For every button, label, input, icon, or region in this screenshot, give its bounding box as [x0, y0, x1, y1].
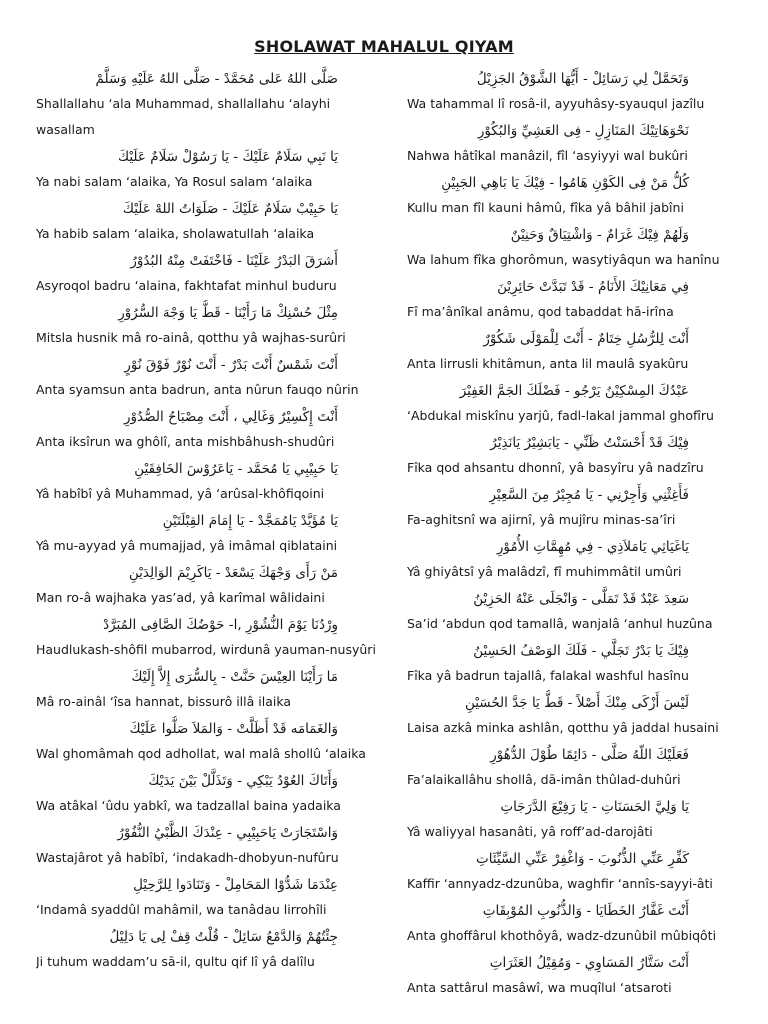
arabic-verse-line: فَأَغِثْنِي وَأَجِرْنِي - يَا مُجِيْرُ مِنَ السَّعِيْرِ: [489, 487, 689, 503]
arabic-verse-line: أَنْتَ لِلرُّسُلِ خِتَامٌ - أَنْتَ لِلْمَوْلَى شَكُوْرٌ: [483, 331, 689, 347]
arabic-verse-line: فِيْكَ قَدْ أَحْسَنْتُ ظَنِّي - يَابَشِيْرُ يَانَذِيْرُ: [490, 435, 689, 451]
latin-transliteration-line: Mâ ro-ainâl ‘îsa hannat, bissurô illâ ilaika: [36, 694, 292, 709]
arabic-verse-line: سَعِدَ عَبْدٌ قَدْ تَمَلَّى - وَانْجَلَى عَنْهُ الحَزِيْنُ: [473, 591, 689, 607]
latin-transliteration-line: Yâ waliyyal hasanâti, yâ roffʼad-darojâti: [407, 824, 653, 839]
latin-transliteration-line: Anta lirrusli khitâmun, anta lil maulâ syakûru: [407, 356, 689, 371]
arabic-verse-line: أَنْتَ شَمْسٌ أَنْتَ بَدْرٌ - أَنْتَ نُوْرٌ فَوْقَ نُوْرٍ: [124, 357, 338, 373]
latin-transliteration-line: Haudlukash-shôfil mubarrod, wirdunâ yauman-nusyûri: [36, 642, 376, 657]
arabic-verse-line: عَبْدُكَ المِسْكِيْنُ يَرْجُو - فَضْلَكَ الجَمَّ الغَفِيْرَ: [459, 383, 689, 399]
latin-transliteration-line: Anta iksîrun wa ghôlî, anta mishbâhush-shudûri: [36, 434, 335, 449]
latin-transliteration-line: Fî ma’ânîkal anâmu, qod tabaddat hā-irîna: [407, 304, 674, 319]
arabic-verse-line: كَفِّرِ عَنِّي الذُّنُوبَ - وَاغْفِرْ عَنِّي السَّيِّئَاتِ: [476, 851, 689, 867]
arabic-verse-line: وَأَتَاكَ العُوْدُ يَبْكِي - وَتَذَلَّلْ بَيْنَ يَدَيْكَ: [148, 773, 338, 789]
arabic-verse-line: مَا رَأَيْنَا العِيْسَ حَنَّتْ - بِالسُّرَى إِلاَّ إِلَيْكَ: [131, 669, 338, 685]
latin-transliteration-line: Yâ ghiyâtsî yâ malâdzî, fî muhimmâtil umûri: [407, 564, 682, 579]
latin-transliteration-line: Kaffir ‘annyadz-dzunûba, waghfir ‘annîs-sayyi-âti: [407, 876, 713, 891]
latin-transliteration-line: Mitsla husnik mâ ro-ainâ, qotthu yâ wajhas-surûri: [36, 330, 346, 345]
arabic-verse-line: جِئْتُهُمْ وَالدَّمْعُ سَائِلْ - قُلْتُ قِفْ لِى يَا دَلِيْلُ: [109, 929, 338, 945]
latin-transliteration-line: Yâ habîbî yâ Muhammad, yâ ‘arûsal-khôfiqoini: [36, 486, 325, 501]
arabic-verse-line: فَعَلَيْكَ اللّهُ صَلَّى - دَائِمًا طُوْلَ الدُّهُوْرِ: [490, 747, 689, 763]
arabic-verse-line: يَاغَيَاثِي يَامَلاَذِي - فِي مُهِمَّاتِ الأُمُوْرِ: [496, 539, 689, 555]
latin-transliteration-line: Anta ghoffârul khothôyâ, wadz-dzunûbil mûbiqôti: [407, 928, 717, 943]
latin-transliteration-line: Shallallahu ‘ala Muhammad, shallallahu ‘alayhi: [36, 96, 331, 111]
latin-transliteration-line: Wa tahammal lî rosâ-il, ayyuhâsy-syauqul jazîlu: [407, 96, 705, 111]
arabic-verse-line: وَلَهُمْ فِيْكَ غَرَامٌ - وَاشْتِيَاقٌ وَحَنِيْنٌ: [510, 227, 689, 243]
latin-transliteration-line: ‘Abdukal miskînu yarjû, fadl-lakal jammal ghofîru: [407, 408, 714, 423]
latin-transliteration-line: Wastajârot yâ habîbî, ‘indakadh-dhobyun-nufûru: [36, 850, 339, 865]
latin-transliteration-line: Fîka yâ badrun tajallâ, falakal washful hasînu: [407, 668, 689, 683]
latin-transliteration-line: Wa lahum fîka ghorômun, wasytiyâqun wa hanînu: [407, 252, 720, 267]
latin-transliteration-line: Ya habib salam ‘alaika, sholawatullah ‘alaika: [36, 226, 315, 241]
left-column: [36, 66, 376, 976]
arabic-verse-line: وِرْدُنَا يَوْمَ النُّشُوْرِ ,ا- حَوْضُكَ الصَّافِى المُبَرَّدْ: [103, 617, 338, 633]
latin-transliteration-line: Asyroqol badru ‘alaina, fakhtafat minhul buduru: [36, 278, 337, 293]
latin-transliteration-line: Fa’alaikallâhu shollâ, dā-imân thûlad-duhûri: [407, 772, 681, 787]
arabic-verse-line: يَا حَبِيْبْ سَلَامٌ عَلَيْكَ - صَلَوَاتُ اللهْ عَلَيْكَ: [122, 201, 338, 217]
arabic-verse-line: يَا حَبِيْبِي يَا مُحَمَّد - يَاعَرُوْسَ الخَافِقَيْنِ: [134, 461, 338, 477]
arabic-verse-line: كُلُّ مَنْ فِى الكَوْنِ هَامُوا - فِيْكَ يَا بَاهِي الجَبِيْنِ: [441, 175, 689, 191]
page-title: SHOLAWAT MAHALUL QIYAM: [254, 37, 514, 56]
latin-transliteration-line: Ji tuhum waddam’u sā-il, qultu qif lî yâ dalîlu: [36, 954, 315, 969]
right-column: [407, 66, 735, 1002]
latin-transliteration-line: Man ro-â wajhaka yas’ad, yâ karîmal wâlidaini: [36, 590, 325, 605]
arabic-verse-line: مِثْلَ حُسْنِكْ مَا رَأَيْنَا - قَطُّ يَا وَجْهَ السُّرُوْرِ: [118, 305, 338, 321]
arabic-verse-line: أَنْتَ إِكْسِيْرٌ وَغَالِي ، أَنْتَ مِصْبَاحُ الصُّدُوْرِ: [124, 409, 338, 425]
arabic-verse-line: وَالغَمَامَه قَدْ أَظَلَّتْ - وَالمَلاَ صَلُّوا عَلَيْكَ: [129, 721, 338, 737]
latin-transliteration-line: Anta sattârul masâwî, wa muqîlul ‘atsaroti: [407, 980, 672, 995]
arabic-verse-line: نَحْوَهَاتِيْكَ المَنَازِلِ - فِى العَشِيِّ وَالبُكُوْرِ: [477, 123, 689, 139]
latin-transliteration-line: Fa-aghitsnî wa ajirnî, yâ mujîru minas-sa’îri: [407, 512, 676, 527]
arabic-verse-line: أَنْتَ سَتَّارُ المَسَاوِي - وَمُقِيْلُ العَثَرَاتِ: [489, 955, 689, 971]
latin-transliteration-line: Sa’id ‘abdun qod tamallâ, wanjalâ ‘anhul huzûna: [407, 616, 713, 631]
arabic-verse-line: أَشرَقَ البَدْرُ عَلَيْنَا - فَاخْتَفَتْ مِنْهُ البُدُوْرُ: [130, 253, 338, 269]
arabic-verse-line: يَا وَلِيَّ الحَسَنَاتِ - يَا رَفِيْعَ الدَّرَجَاتِ: [500, 799, 689, 815]
arabic-verse-line: وَاسْتَجَارَتْ يَاحَبِيْبِي - عِنْدَكَ الظَّبْيُ النُّفُوْرُ: [117, 825, 338, 841]
latin-transliteration-line: wasallam: [36, 122, 95, 137]
arabic-verse-line: لَيْسَ أَزْكَى مِنْكَ أَصْلاً - قَطُّ يَا جَدَّ الحُسَيْنِ: [464, 695, 689, 711]
latin-transliteration-line: Yâ mu-ayyad yâ mumajjad, yâ imâmal qiblataini: [36, 538, 338, 553]
arabic-verse-line: فِي مَعَانِيْكَ الأَنَامُ - قَدْ تَبَدَّتْ حَائِرِيْنَ: [497, 279, 689, 295]
latin-transliteration-line: Fîka qod ahsantu dhonnî, yâ basyîru yâ nadzîru: [407, 460, 704, 475]
arabic-verse-line: فِيْكَ يَا بَدْرُ تَجَلَّي - فَلَكَ الوَصْفُ الحَسِيْنُ: [473, 643, 689, 659]
latin-transliteration-line: ‘Indamâ syaddûl mahâmil, wa tanâdau lirrohîli: [36, 902, 327, 917]
latin-transliteration-line: Anta syamsun anta badrun, anta nûrun fauqo nûrin: [36, 382, 359, 397]
arabic-verse-line: عِنْدَمَا شَدُّوْا المَحَامِلْ - وَتَنَادَوا لِلرَّحِيْلِ: [133, 877, 338, 893]
arabic-verse-line: مَنْ رَأَى وَجْهَكَ يَسْعَدْ - يَاكَرِيْمَ الوَالِدَيْنِ: [128, 565, 338, 581]
latin-transliteration-line: Kullu man fîl kauni hâmû, fîka yâ bâhil jabîni: [407, 200, 684, 215]
latin-transliteration-line: Laisa azkâ minka ashlân, qotthu yâ jaddal husaini: [407, 720, 719, 735]
latin-transliteration-line: Ya nabi salam ‘alaika, Ya Rosul salam ‘alaika: [36, 174, 313, 189]
latin-transliteration-line: Nahwa hâtîkal manâzil, fîl ‘asyiyyi wal bukûri: [407, 148, 688, 163]
arabic-verse-line: يَا نَبِي سَلَامٌ عَلَيْكَ - يَا رَسُوْلْ سَلَامٌ عَلَيْكَ: [117, 149, 338, 165]
arabic-verse-line: صَلَّى اللهُ عَلى مُحَمَّدْ - صَلَّى اللهُ عَلَيْهِ وَسَلَّمْ: [95, 71, 338, 87]
arabic-verse-line: وَتَحَمَّلْ لِي رَسَائِلْ - أَيُّهَا الشَّوْقُ الجَزِيْلُ: [476, 71, 689, 87]
latin-transliteration-line: Wal ghomâmah qod adhollat, wal malâ shollû ‘alaika: [36, 746, 366, 761]
arabic-verse-line: أَنْتَ غَفَّارُ الخَطَايَا - وَالذُّنُوبِ المُوْبِقَاتِ: [482, 903, 689, 919]
latin-transliteration-line: Wa atâkal ‘ûdu yabkî, wa tadzallal baina yadaika: [36, 798, 341, 813]
arabic-verse-line: يَا مُؤَيَّدْ يَامُمَجَّدْ - يَا إِمَامَ القِبْلَتَيْنِ: [162, 513, 338, 529]
